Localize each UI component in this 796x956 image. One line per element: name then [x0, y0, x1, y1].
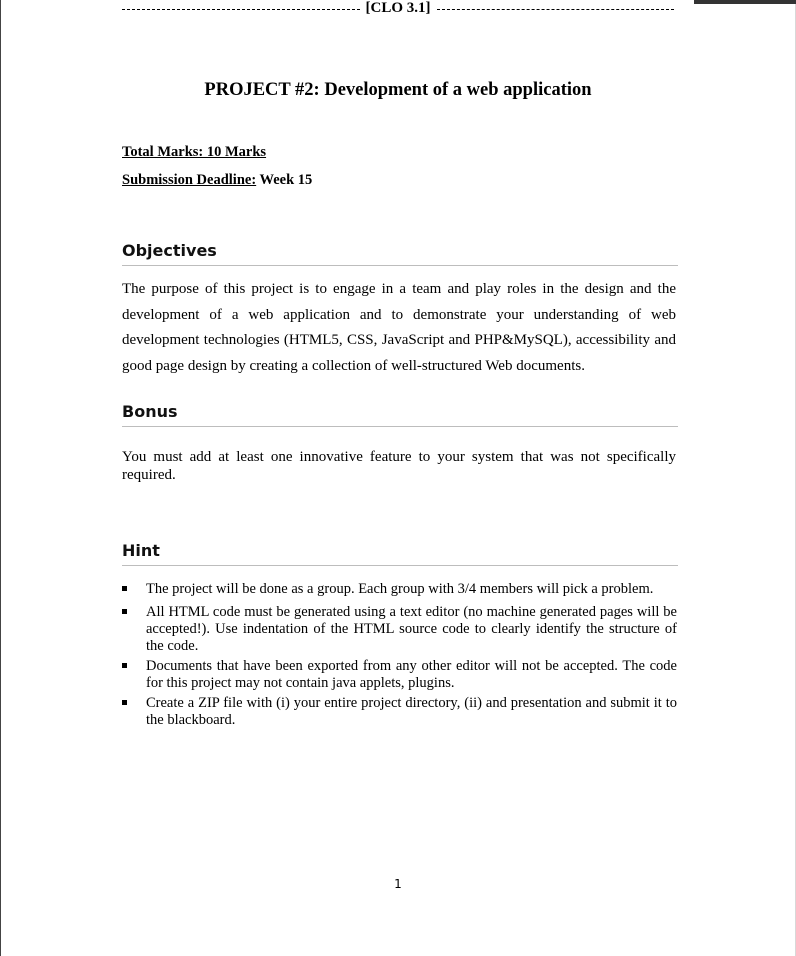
- bullet-icon: [122, 586, 127, 591]
- submission-deadline: [122, 172, 312, 189]
- window-shadow: [694, 0, 796, 4]
- total-marks: [122, 144, 266, 161]
- hint-text: Create a ZIP file with (i) your entire project directory, (ii) and presentation and submit it to the blackboard.: [146, 695, 677, 728]
- objectives-paragraph: The purpose of this project is to engage in a team and play roles in the design and the development of a web application and to demonstrate your understanding of web development technologies (HTML5, CSS, JavaScript and PHP&MySQL), accessibility and good page design by creating a collection of well-structured Web documents.: [122, 281, 676, 374]
- list-item: [122, 581, 677, 598]
- bonus-heading: Bonus: [122, 402, 678, 427]
- bullet-icon: [122, 609, 127, 614]
- header-dashes-right: [437, 9, 675, 10]
- list-item: [122, 658, 677, 692]
- list-item: [122, 604, 677, 655]
- hint-list: [122, 581, 677, 732]
- clo-label: [CLO 3.1]: [365, 0, 431, 16]
- deadline-label: Submission Deadline:: [122, 172, 257, 188]
- hint-text: Documents that have been exported from any other editor will not be accepted. The code for this project may not contain java applets, plugins.: [146, 658, 677, 691]
- deadline-value: Week 15: [259, 172, 313, 188]
- hint-heading: Hint: [122, 541, 678, 566]
- total-marks-label: Total Marks: 10 Marks: [122, 144, 267, 160]
- hint-text: The project will be done as a group. Each group with 3/4 members will pick a problem.: [146, 581, 654, 597]
- hint-text: All HTML code must be generated using a text editor (no machine generated pages will be accepted!). Use indentation of the HTML source code to clearly identify the structure of the code.: [146, 604, 677, 654]
- page-number: 1: [394, 877, 402, 891]
- header-dashes-left: [122, 9, 360, 10]
- page-left-edge: [0, 0, 1, 956]
- list-item: [122, 695, 677, 729]
- document-title: PROJECT #2: Development of a web application: [204, 80, 592, 100]
- bullet-icon: [122, 700, 127, 705]
- objectives-heading: Objectives: [122, 241, 678, 266]
- bullet-icon: [122, 663, 127, 668]
- page-header: [122, 0, 674, 16]
- bonus-paragraph: You must add at least one innovative feature to your system that was not specifically required.: [122, 449, 676, 483]
